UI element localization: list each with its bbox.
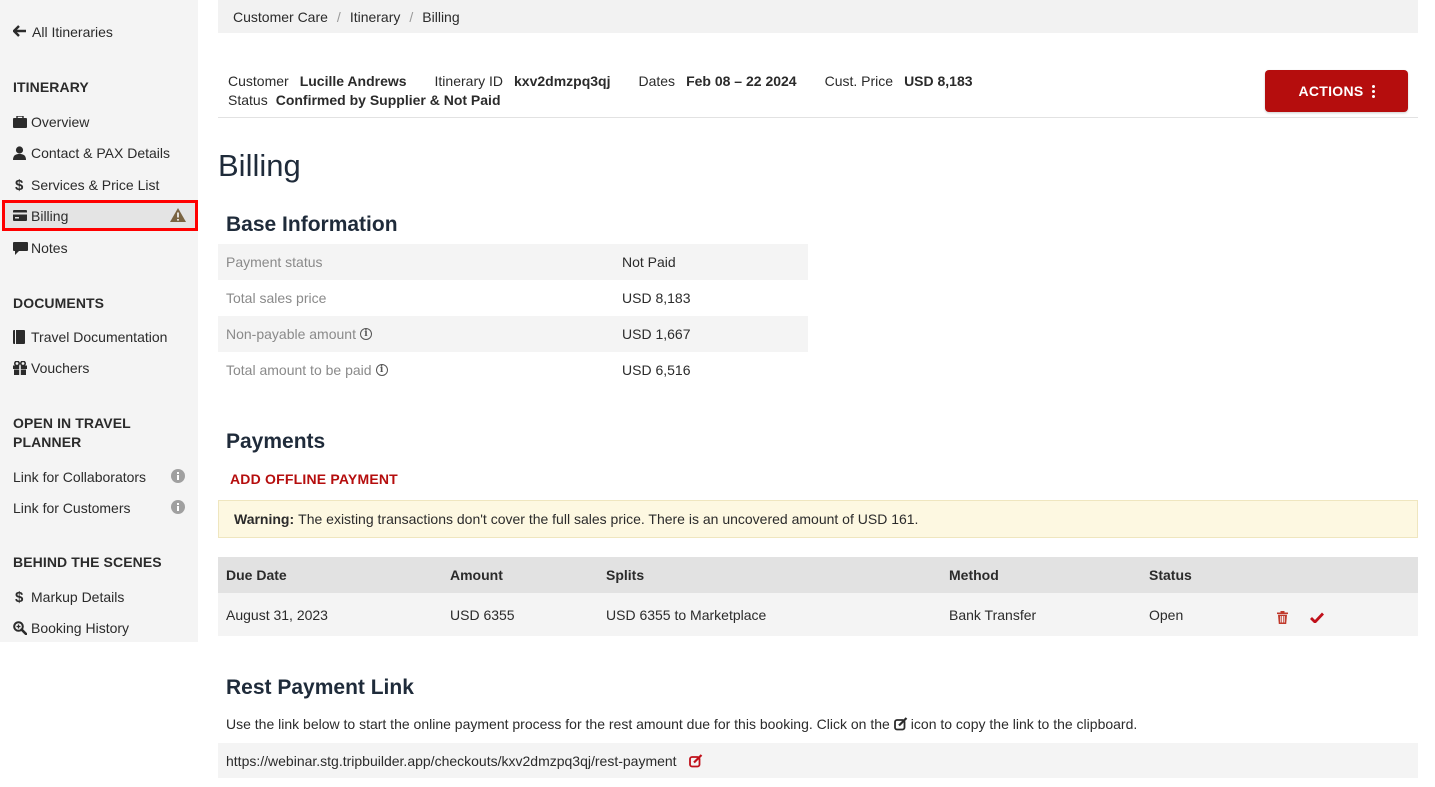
sidebar-item-label: Travel Documentation bbox=[31, 329, 168, 345]
column-header-amount: Amount bbox=[450, 567, 503, 583]
customer-label: Customer bbox=[228, 73, 289, 89]
dates-label: Dates bbox=[638, 73, 676, 89]
payments-title: Payments bbox=[226, 430, 326, 453]
edit-square-icon bbox=[894, 717, 908, 731]
gift-icon bbox=[13, 361, 31, 375]
trash-icon[interactable] bbox=[1277, 611, 1288, 624]
sidebar-item-overview[interactable] bbox=[13, 111, 195, 133]
sidebar-item-contact[interactable] bbox=[13, 142, 195, 164]
sidebar-item-label: Overview bbox=[31, 114, 90, 130]
non-payable-amount-value: USD 1,667 bbox=[622, 326, 691, 342]
sidebar-item-markup-details[interactable] bbox=[13, 586, 195, 608]
non-payable-amount-label: Non-payable amount bbox=[226, 326, 356, 342]
sidebar-item-billing[interactable] bbox=[2, 200, 198, 231]
section-heading-itinerary: ITINERARY bbox=[13, 79, 89, 95]
column-header-due-date: Due Date bbox=[226, 567, 287, 583]
warning-icon bbox=[170, 208, 186, 225]
sidebar-item-notes[interactable] bbox=[13, 237, 195, 259]
credit-card-icon bbox=[13, 210, 31, 221]
cust-price-label: Cust. Price bbox=[824, 73, 894, 89]
table-row bbox=[218, 593, 1418, 636]
table-row bbox=[218, 352, 808, 388]
checkmark-icon[interactable] bbox=[1310, 612, 1324, 623]
column-header-method: Method bbox=[949, 567, 999, 583]
copy-link-icon[interactable] bbox=[689, 754, 703, 768]
all-itineraries-link[interactable] bbox=[13, 24, 113, 40]
section-heading-line: OPEN IN TRAVEL bbox=[13, 415, 131, 431]
status-value: Confirmed by Supplier & Not Paid bbox=[275, 92, 501, 108]
breadcrumb-billing: Billing bbox=[422, 8, 460, 25]
breadcrumb-separator: / bbox=[336, 8, 341, 25]
rest-payment-url: https://webinar.stg.tripbuilder.app/checkouts/kxv2dmzpq3qj/rest-payment bbox=[226, 752, 677, 769]
description-after: icon to copy the link to the clipboard. bbox=[910, 716, 1138, 732]
rest-payment-link-box bbox=[218, 743, 1418, 778]
customer-value: Lucille Andrews bbox=[299, 73, 407, 89]
cust-price-value: USD 8,183 bbox=[904, 73, 973, 89]
dollar-icon: $ bbox=[15, 176, 24, 194]
payment-status-label: Payment status bbox=[226, 254, 323, 270]
payment-status-value: Not Paid bbox=[622, 254, 676, 270]
actions-label: ACTIONS bbox=[1298, 83, 1364, 99]
status-cell: Open bbox=[1149, 606, 1184, 623]
sidebar-item-link-customers[interactable] bbox=[13, 497, 195, 519]
sidebar-item-travel-documentation[interactable] bbox=[13, 326, 195, 348]
actions-button[interactable] bbox=[1265, 70, 1408, 112]
table-row bbox=[218, 316, 808, 352]
user-icon bbox=[13, 146, 31, 160]
method-cell: Bank Transfer bbox=[949, 606, 1037, 623]
itinerary-id-value: kxv2dmzpq3qj bbox=[514, 73, 611, 89]
section-heading-planner bbox=[13, 414, 131, 452]
splits-cell: USD 6355 to Marketplace bbox=[606, 606, 767, 623]
total-sales-price-label: Total sales price bbox=[226, 290, 327, 306]
total-to-be-paid-value: USD 6,516 bbox=[622, 362, 691, 378]
column-header-splits: Splits bbox=[606, 567, 645, 583]
sidebar-item-label: Billing bbox=[31, 207, 69, 224]
total-sales-price-value: USD 8,183 bbox=[622, 290, 691, 306]
table-header bbox=[218, 557, 1418, 593]
info-icon[interactable] bbox=[171, 469, 185, 486]
row-actions bbox=[1277, 606, 1324, 624]
comment-icon bbox=[13, 242, 31, 255]
total-to-be-paid-label: Total amount to be paid bbox=[226, 362, 372, 378]
info-icon[interactable]: i bbox=[376, 364, 388, 376]
arrow-left-icon bbox=[13, 24, 27, 40]
all-itineraries-label: All Itineraries bbox=[32, 24, 113, 40]
sidebar-item-label: Contact & PAX Details bbox=[31, 145, 171, 161]
sidebar-item-services[interactable] bbox=[13, 174, 195, 196]
sidebar-item-vouchers[interactable] bbox=[13, 357, 195, 379]
uncovered-amount-warning bbox=[218, 500, 1418, 538]
breadcrumb bbox=[218, 0, 1418, 33]
more-vertical-icon bbox=[1372, 85, 1375, 98]
info-icon[interactable]: i bbox=[360, 328, 372, 340]
rest-payment-link-title: Rest Payment Link bbox=[226, 676, 414, 699]
breadcrumb-customer-care[interactable]: Customer Care bbox=[233, 8, 328, 25]
sidebar-item-label: Services & Price List bbox=[31, 177, 160, 193]
sidebar-item-label: Notes bbox=[31, 240, 68, 256]
description-before: Use the link below to start the online payment process for the rest amount due for this booking. Click on the bbox=[226, 716, 890, 732]
column-header-status: Status bbox=[1149, 567, 1192, 583]
due-date-cell: August 31, 2023 bbox=[226, 606, 328, 623]
sidebar-item-label: Link for Customers bbox=[13, 500, 131, 516]
sidebar-item-label: Booking History bbox=[31, 620, 130, 636]
base-information-title: Base Information bbox=[226, 213, 398, 236]
sidebar-item-booking-history[interactable] bbox=[13, 617, 195, 639]
zoom-icon bbox=[13, 621, 31, 635]
table-row bbox=[218, 280, 808, 316]
section-heading-line: PLANNER bbox=[13, 434, 82, 450]
dollar-icon: $ bbox=[15, 588, 24, 606]
book-icon bbox=[13, 330, 31, 344]
page-title: Billing bbox=[218, 148, 301, 183]
payments-table bbox=[218, 557, 1418, 636]
amount-cell: USD 6355 bbox=[450, 606, 515, 623]
sidebar-item-link-collaborators[interactable] bbox=[13, 466, 195, 488]
sidebar-item-label: Markup Details bbox=[31, 589, 125, 605]
sidebar-item-label: Link for Collaborators bbox=[13, 469, 147, 485]
total-to-be-paid-cell bbox=[218, 362, 622, 378]
table-row bbox=[218, 244, 808, 280]
add-offline-payment-button[interactable]: ADD OFFLINE PAYMENT bbox=[230, 471, 398, 487]
breadcrumb-itinerary[interactable]: Itinerary bbox=[349, 8, 401, 25]
divider bbox=[218, 117, 1418, 118]
non-payable-amount-cell bbox=[218, 326, 622, 342]
status-label: Status bbox=[228, 92, 268, 108]
itinerary-summary bbox=[228, 72, 1001, 110]
info-icon[interactable] bbox=[171, 500, 185, 517]
itinerary-id-label: Itinerary ID bbox=[434, 73, 503, 89]
warning-text: The existing transactions don't cover the full sales price. There is an uncovered amount of USD 161. bbox=[298, 511, 919, 527]
sidebar-item-label: Vouchers bbox=[31, 360, 90, 376]
warning-strong: Warning: bbox=[234, 511, 295, 527]
section-heading-behind-scenes: BEHIND THE SCENES bbox=[13, 554, 162, 570]
briefcase-icon bbox=[13, 116, 31, 128]
dates-value: Feb 08 – 22 2024 bbox=[686, 73, 797, 89]
breadcrumb-separator: / bbox=[409, 8, 414, 25]
section-heading-documents: DOCUMENTS bbox=[13, 295, 105, 311]
base-information-table bbox=[218, 244, 808, 388]
sidebar bbox=[0, 0, 198, 642]
rest-payment-description bbox=[226, 716, 1137, 732]
